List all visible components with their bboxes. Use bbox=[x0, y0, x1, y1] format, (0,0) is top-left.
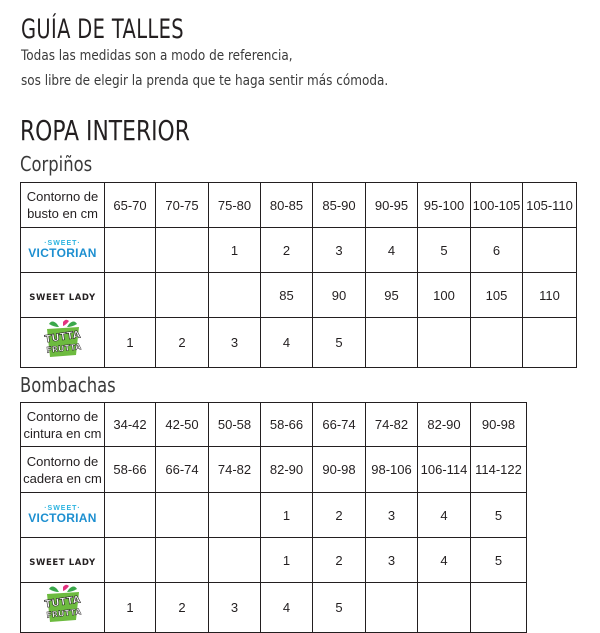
sweet-lady-size: 2 bbox=[313, 538, 366, 583]
svg-text:FRUTTA: FRUTTA bbox=[45, 342, 82, 355]
cadera-size: 114-122 bbox=[471, 447, 527, 493]
sweet-lady-size: 1 bbox=[261, 538, 313, 583]
bombachas-cadera-row bbox=[21, 447, 527, 493]
cadera-size: 58-66 bbox=[105, 447, 156, 493]
victorian-size bbox=[105, 228, 156, 273]
section-title: ROPA INTERIOR bbox=[20, 114, 190, 147]
bombachas-tutti-row bbox=[21, 583, 527, 633]
victorian-size bbox=[105, 493, 156, 538]
cintura-size: 58-66 bbox=[261, 403, 313, 447]
sweet-lady-logo: SWEET LADY bbox=[29, 292, 96, 303]
corpinos-victorian-row bbox=[21, 228, 577, 273]
sweet-lady-size bbox=[209, 273, 261, 318]
tutti-size bbox=[471, 318, 523, 368]
corpinos-table bbox=[20, 182, 577, 368]
cintura-size: 42-50 bbox=[156, 403, 209, 447]
cadera-size: 106-114 bbox=[418, 447, 471, 493]
cintura-size: 66-74 bbox=[313, 403, 366, 447]
sweet-lady-size: 105 bbox=[471, 273, 523, 318]
tutti-size: 5 bbox=[313, 318, 366, 368]
sweet-lady-size bbox=[209, 538, 261, 583]
tutti-size: 4 bbox=[261, 318, 313, 368]
cintura-label-line-2: cintura en cm bbox=[23, 425, 102, 441]
tutti-size bbox=[366, 318, 418, 368]
cintura-size: 50-58 bbox=[209, 403, 261, 447]
victorian-size: 4 bbox=[418, 493, 471, 538]
subtitle-line-1: Todas las medidas son a modo de referencia, bbox=[21, 48, 293, 64]
victorian-size: 1 bbox=[209, 228, 261, 273]
tutti-frutta-logo bbox=[40, 318, 86, 364]
tutti-size: 4 bbox=[261, 583, 313, 633]
tutti-size bbox=[471, 583, 527, 633]
victorian-size: 3 bbox=[366, 493, 418, 538]
sweet-lady-logo: SWEET LADY bbox=[29, 557, 96, 568]
bombachas-victorian-row bbox=[21, 493, 527, 538]
busto-size: 65-70 bbox=[105, 183, 156, 228]
sweet-lady-size bbox=[105, 538, 156, 583]
victorian-size bbox=[156, 493, 209, 538]
tutti-size: 1 bbox=[105, 318, 156, 368]
sweet-lady-size: 110 bbox=[523, 273, 577, 318]
bombachas-table bbox=[20, 402, 527, 633]
victorian-size: 5 bbox=[471, 493, 527, 538]
tutti-frutta-logo-cell bbox=[21, 583, 105, 633]
sweet-lady-size: 3 bbox=[366, 538, 418, 583]
page-title: GUÍA DE TALLES bbox=[21, 14, 184, 45]
tutti-size bbox=[523, 318, 577, 368]
victorian-size: 4 bbox=[366, 228, 418, 273]
victorian-size: 3 bbox=[313, 228, 366, 273]
cintura-header-cell bbox=[21, 403, 105, 447]
sweet-lady-size: 5 bbox=[471, 538, 527, 583]
cadera-size: 82-90 bbox=[261, 447, 313, 493]
cadera-header-cell bbox=[21, 447, 105, 493]
busto-size: 95-100 bbox=[418, 183, 471, 228]
tutti-frutta-logo-cell bbox=[21, 318, 105, 368]
busto-size: 70-75 bbox=[156, 183, 209, 228]
cadera-size: 66-74 bbox=[156, 447, 209, 493]
sweet-lady-size: 95 bbox=[366, 273, 418, 318]
victorian-size bbox=[209, 493, 261, 538]
sweet-lady-logo-cell bbox=[21, 273, 105, 318]
busto-size: 105-110 bbox=[523, 183, 577, 228]
svg-text:FRUTTA: FRUTTA bbox=[45, 607, 82, 620]
tutti-size bbox=[366, 583, 418, 633]
cadera-size: 74-82 bbox=[209, 447, 261, 493]
cadera-size: 90-98 bbox=[313, 447, 366, 493]
cadera-label-line-2: cadera en cm bbox=[23, 470, 102, 486]
sweet-lady-size: 90 bbox=[313, 273, 366, 318]
sweet-victorian-logo: ·SWEET· VICTORIAN bbox=[28, 240, 97, 260]
svg-text:TUTTA: TUTTA bbox=[43, 329, 81, 346]
bombachas-cintura-row bbox=[21, 403, 527, 447]
corpinos-size-row bbox=[21, 183, 577, 228]
tutti-size: 1 bbox=[105, 583, 156, 633]
sweet-lady-size bbox=[105, 273, 156, 318]
victorian-size: 2 bbox=[313, 493, 366, 538]
bombachas-sweet-lady-row bbox=[21, 538, 527, 583]
sweet-lady-size bbox=[156, 273, 209, 318]
cintura-size: 90-98 bbox=[471, 403, 527, 447]
corpinos-sweet-lady-row bbox=[21, 273, 577, 318]
sweet-victorian-logo: ·SWEET· VICTORIAN bbox=[28, 505, 97, 525]
tutti-size: 5 bbox=[313, 583, 366, 633]
victorian-size: 6 bbox=[471, 228, 523, 273]
sweet-victorian-logo-cell bbox=[21, 493, 105, 538]
corpinos-heading: Corpiños bbox=[20, 152, 93, 176]
tutti-size: 2 bbox=[156, 583, 209, 633]
tutti-size bbox=[418, 583, 471, 633]
cintura-size: 34-42 bbox=[105, 403, 156, 447]
subtitle-line-2: sos libre de elegir la prenda que te haga sentir más cómoda. bbox=[21, 73, 389, 89]
cintura-size: 74-82 bbox=[366, 403, 418, 447]
sweet-lady-size: 85 bbox=[261, 273, 313, 318]
sweet-victorian-logo-cell bbox=[21, 228, 105, 273]
cintura-size: 82-90 bbox=[418, 403, 471, 447]
sweet-lady-size: 100 bbox=[418, 273, 471, 318]
cadera-size: 98-106 bbox=[366, 447, 418, 493]
victorian-size: 5 bbox=[418, 228, 471, 273]
busto-label-line-1: Contorno de bbox=[26, 189, 99, 204]
victorian-size: 1 bbox=[261, 493, 313, 538]
bombachas-heading: Bombachas bbox=[20, 373, 116, 397]
sweet-lady-size: 4 bbox=[418, 538, 471, 583]
victorian-size bbox=[523, 228, 577, 273]
corpinos-tutti-row bbox=[21, 318, 577, 368]
cadera-label-line-1: Contorno de bbox=[26, 453, 99, 469]
tutti-size bbox=[418, 318, 471, 368]
busto-size: 100-105 bbox=[471, 183, 523, 228]
busto-size: 90-95 bbox=[366, 183, 418, 228]
tutti-size: 3 bbox=[209, 318, 261, 368]
sweet-lady-logo-cell bbox=[21, 538, 105, 583]
cintura-label-line-1: Contorno de bbox=[26, 408, 99, 424]
sweet-lady-size bbox=[156, 538, 209, 583]
svg-text:TUTTA: TUTTA bbox=[43, 594, 81, 611]
busto-size: 85-90 bbox=[313, 183, 366, 228]
busto-size: 75-80 bbox=[209, 183, 261, 228]
busto-header-cell bbox=[21, 183, 105, 228]
busto-size: 80-85 bbox=[261, 183, 313, 228]
tutti-frutta-logo bbox=[40, 583, 86, 629]
busto-label-line-2: busto en cm bbox=[27, 206, 98, 221]
victorian-size: 2 bbox=[261, 228, 313, 273]
tutti-size: 2 bbox=[156, 318, 209, 368]
victorian-size bbox=[156, 228, 209, 273]
tutti-size: 3 bbox=[209, 583, 261, 633]
